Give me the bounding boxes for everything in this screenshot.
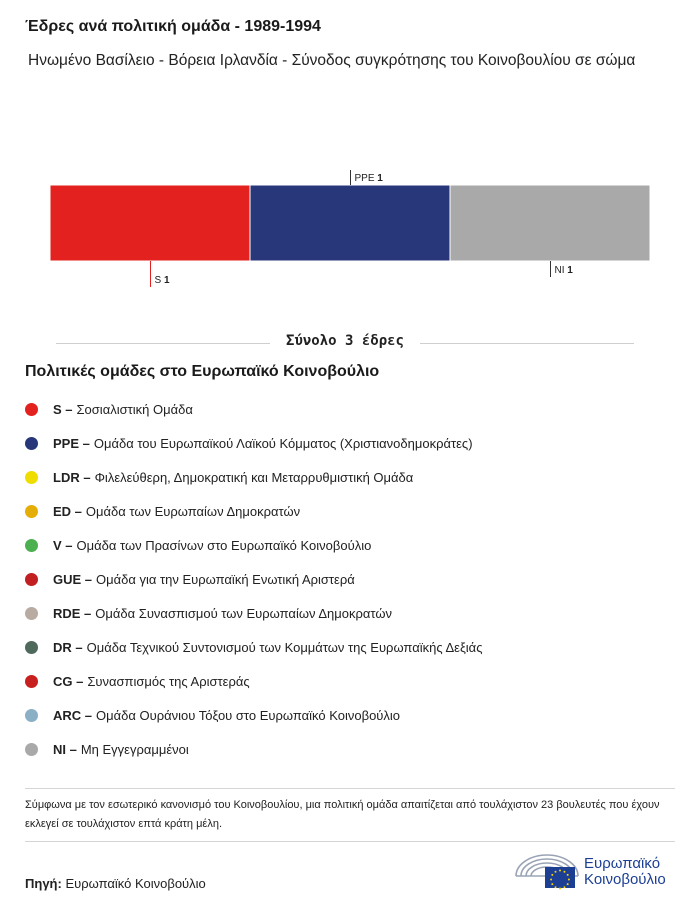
legend-name: Συνασπισμός της Αριστεράς [87, 673, 250, 689]
legend-color-dot [25, 573, 38, 586]
chart-title: Έδρες ανά πολιτική ομάδα - 1989-1994 [25, 18, 321, 35]
legend-name: Μη Εγγεγραμμένοι [80, 741, 189, 757]
legend-code: ARC – [53, 707, 93, 723]
legend-name: Ομάδα για την Ευρωπαϊκή Ενωτική Αριστερά [96, 571, 355, 587]
legend-title: Πολιτικές ομάδες στο Ευρωπαϊκό Κοινοβούλιο [25, 363, 380, 380]
legend-name: Φιλελεύθερη, Δημοκρατική και Μεταρρυθμιστική Ομάδα [94, 469, 414, 485]
source-label: Πηγή: [25, 876, 62, 891]
legend-item [25, 528, 482, 562]
total-seats-label: Σύνολο 3 έδρες [278, 333, 412, 349]
legend-code: GUE – [53, 571, 93, 587]
total-seats-row [56, 333, 634, 353]
legend-color-dot [25, 607, 38, 620]
legend-code: V – [53, 537, 73, 553]
bar-segment-ppe [250, 185, 450, 261]
legend-name: Σοσιαλιστική Ομάδα [76, 401, 193, 417]
legend-item [25, 596, 482, 630]
note-divider-bottom [25, 841, 675, 842]
legend-color-dot [25, 675, 38, 688]
legend-item [25, 698, 482, 732]
seats-bar-chart [0, 165, 700, 300]
legend-color-dot [25, 437, 38, 450]
legend-list [25, 392, 482, 766]
legend-code: LDR – [53, 469, 91, 485]
legend-code: CG – [53, 673, 84, 689]
legend-item [25, 562, 482, 596]
segment-label-s: S 1 [154, 275, 170, 286]
bar-segment-s [50, 185, 250, 261]
legend-name: Ομάδα του Ευρωπαϊκού Λαϊκού Κόμματος (Χριστιανοδημοκράτες) [93, 435, 473, 451]
legend-item [25, 460, 482, 494]
legend-name: Ομάδα Τεχνικού Συντονισμού των Κομμάτων της Ευρωπαϊκής Δεξιάς [86, 639, 483, 655]
segment-label-ppe: PPE 1 [354, 173, 383, 184]
legend-color-dot [25, 709, 38, 722]
footnote: Σύμφωνα με τον εσωτερικό κανονισμό του Κοινοβουλίου, μια πολιτική ομάδα απαιτίζεται από τουλάχιστον 23 βουλευτές που έχουν εκλεγεί σε τουλάχιστον επτά κράτη μέλη. [25, 799, 660, 830]
legend-color-dot [25, 471, 38, 484]
legend-color-dot [25, 403, 38, 416]
segment-label-ni: NI 1 [554, 265, 573, 276]
legend-code: PPE – [53, 435, 90, 451]
legend-code: DR – [53, 639, 83, 655]
legend-item [25, 732, 482, 766]
legend-color-dot [25, 505, 38, 518]
legend-name: Ομάδα των Ευρωπαίων Δημοκρατών [85, 503, 301, 519]
parliament-emblem-icon [513, 850, 581, 892]
logo-text-line2: Κοινοβούλιο [584, 871, 666, 888]
chart-subtitle: Ηνωμένο Βασίλειο - Βόρεια Ιρλανδία - Σύνοδος συγκρότησης του Κοινοβουλίου σε σώμα [28, 52, 636, 69]
legend-code: ED – [53, 503, 82, 519]
legend-code: NI – [53, 741, 77, 757]
logo-text-line1: Ευρωπαϊκό [584, 855, 661, 872]
legend-color-dot [25, 539, 38, 552]
legend-item [25, 426, 482, 460]
source-value: Ευρωπαϊκό Κοινοβούλιο [65, 876, 206, 891]
legend-name: Ομάδα Συνασπισμού των Ευρωπαίων Δημοκρατών [95, 605, 393, 621]
note-divider-top [25, 788, 675, 789]
legend-code: S – [53, 401, 73, 417]
legend-name: Ομάδα Ουράνιου Τόξου στο Ευρωπαϊκό Κοινοβούλιο [96, 707, 401, 723]
legend-name: Ομάδα των Πρασίνων στο Ευρωπαϊκό Κοινοβούλιο [76, 537, 372, 553]
legend-item [25, 392, 482, 426]
legend-item [25, 494, 482, 528]
bar-segment-ni [450, 185, 650, 261]
legend-code: RDE – [53, 605, 92, 621]
legend-item [25, 664, 482, 698]
source-line [25, 876, 206, 891]
legend-color-dot [25, 743, 38, 756]
legend-color-dot [25, 641, 38, 654]
legend-item [25, 630, 482, 664]
ep-logo [513, 850, 683, 892]
